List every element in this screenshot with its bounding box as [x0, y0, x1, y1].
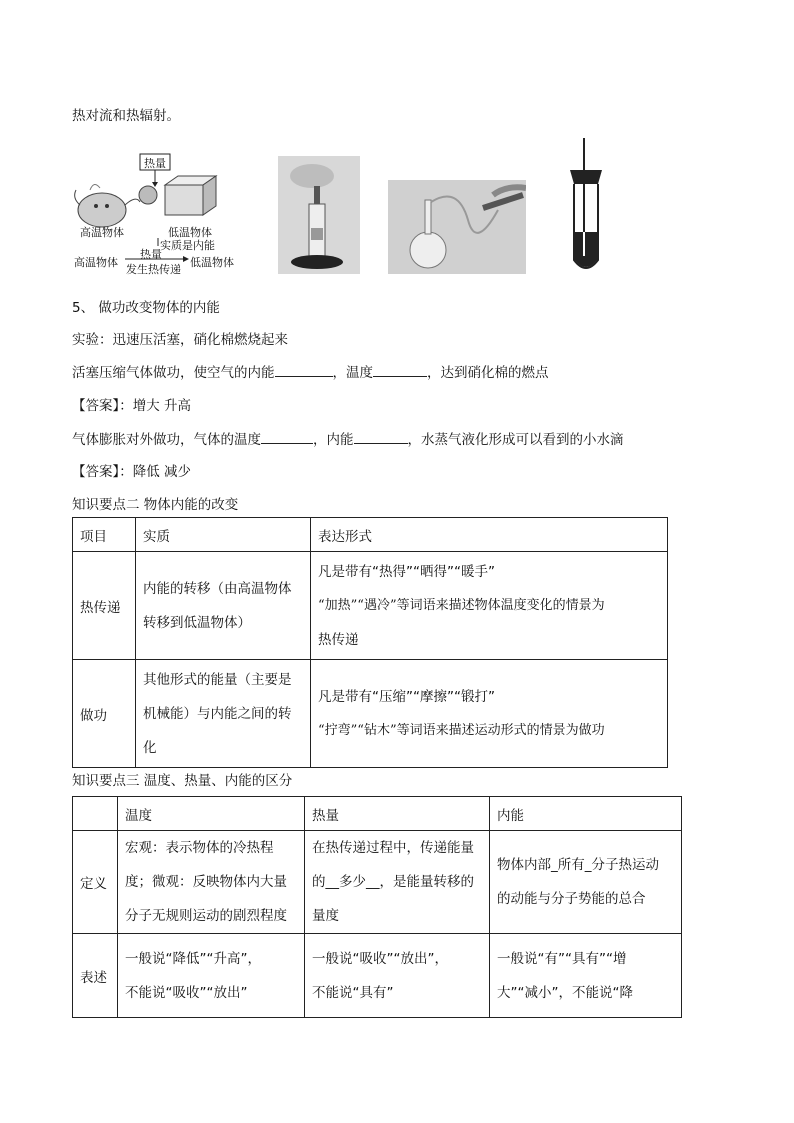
table-row [73, 934, 682, 1018]
flow-to-label: 低温物体 [190, 256, 234, 269]
piston-photo [278, 156, 360, 274]
transfer-label: 发生热传递 [126, 263, 181, 276]
section5-heading: 5、 做功改变物体的内能 [72, 300, 220, 316]
question2 [72, 428, 624, 448]
row-item: 定义 [73, 831, 118, 934]
question1 [72, 361, 549, 381]
answer2 [72, 460, 191, 480]
row-temperature: 宏观：表示物体的冷热程 度；微观：反映物体内大量 分子无规则运动的剧烈程度 [118, 831, 305, 934]
essence-label: 实质是内能 [160, 239, 215, 252]
row-energy: 一般说“有”“具有”“增 大”“减小”，不能说“降 [490, 934, 682, 1018]
row-item: 做功 [73, 660, 136, 768]
heat-transfer-diagram [70, 150, 260, 275]
question2-blank2[interactable] [354, 429, 408, 444]
header-forms: 表达形式 [311, 518, 668, 552]
question1-blank2[interactable] [373, 362, 427, 377]
row-temperature: 一般说“降低”“升高”， 不能说“吸收”“放出” [118, 934, 305, 1018]
high-temp-label: 高温物体 [80, 226, 124, 239]
table-row [73, 831, 682, 934]
header-temperature: 温度 [118, 797, 305, 831]
row-heat: 一般说“吸收”“放出”， 不能说“具有” [305, 934, 490, 1018]
table-row [73, 660, 668, 768]
header-energy: 内能 [490, 797, 682, 831]
point3-title: 知识要点三 温度、热量、内能的区分 [72, 773, 293, 789]
answer2-label: 【答案】 [72, 464, 120, 480]
question1-part3: ，达到硝化棉的燃点 [427, 365, 549, 381]
heat-arrow-label: 热量 [140, 248, 162, 261]
row-essence: 内能的转移（由高温物体 转移到低温物体） [136, 552, 311, 660]
question1-part2: ，温度 [332, 365, 373, 381]
heat-tag-label: 热量 [144, 157, 166, 170]
table-row [73, 552, 668, 660]
table-header-row [73, 518, 668, 552]
header-empty [73, 797, 118, 831]
header-heat: 热量 [305, 797, 490, 831]
row-heat: 在热传递过程中，传递能量 的__多少__，是能量转移的 量度 [305, 831, 490, 934]
point2-title: 知识要点二 物体内能的改变 [72, 497, 239, 513]
answer1 [72, 394, 191, 414]
row-energy: 物体内部_所有_分子热运动 的动能与分子势能的总合 [490, 831, 682, 934]
section5-experiment: 实验：迅速压活塞，硝化棉燃烧起来 [72, 332, 288, 348]
row-item: 热传递 [73, 552, 136, 660]
flow-from-label: 高温物体 [74, 256, 118, 269]
intro-line: 热对流和热辐射。 [72, 108, 180, 124]
point3-table [72, 796, 682, 1018]
header-item: 项目 [73, 518, 136, 552]
row-item: 表述 [73, 934, 118, 1018]
row-forms: 凡是带有“压缩”“摩擦”“锻打” “拧弯”“钻木”等词语来描述运动形式的情景为做功 [311, 660, 668, 768]
question2-blank1[interactable] [261, 429, 313, 444]
question1-part1: 活塞压缩气体做功，使空气的内能 [72, 365, 275, 381]
question2-part3: ，水蒸气液化形成可以看到的小水滴 [407, 432, 624, 448]
question2-part1: 气体膨胀对外做功，气体的温度 [72, 432, 261, 448]
point2-table [72, 517, 668, 768]
question1-blank1[interactable] [275, 362, 333, 377]
answer1-label: 【答案】 [72, 398, 120, 414]
question2-part2: ，内能 [313, 432, 354, 448]
flask-photo [388, 180, 526, 274]
row-forms: 凡是带有“热得”“晒得”“暖手” “加热”“遇冷”等词语来描述物体温度变化的情景为 热传递 [311, 552, 668, 660]
row-essence: 其他形式的能量（主要是 机械能）与内能之间的转 化 [136, 660, 311, 768]
answer2-text: ：降低 减少 [119, 464, 192, 480]
test-tube-illustration [566, 138, 606, 276]
header-essence: 实质 [136, 518, 311, 552]
low-temp-label: 低温物体 [168, 226, 212, 239]
answer1-text: ：增大 升高 [119, 398, 192, 414]
table-header-row [73, 797, 682, 831]
